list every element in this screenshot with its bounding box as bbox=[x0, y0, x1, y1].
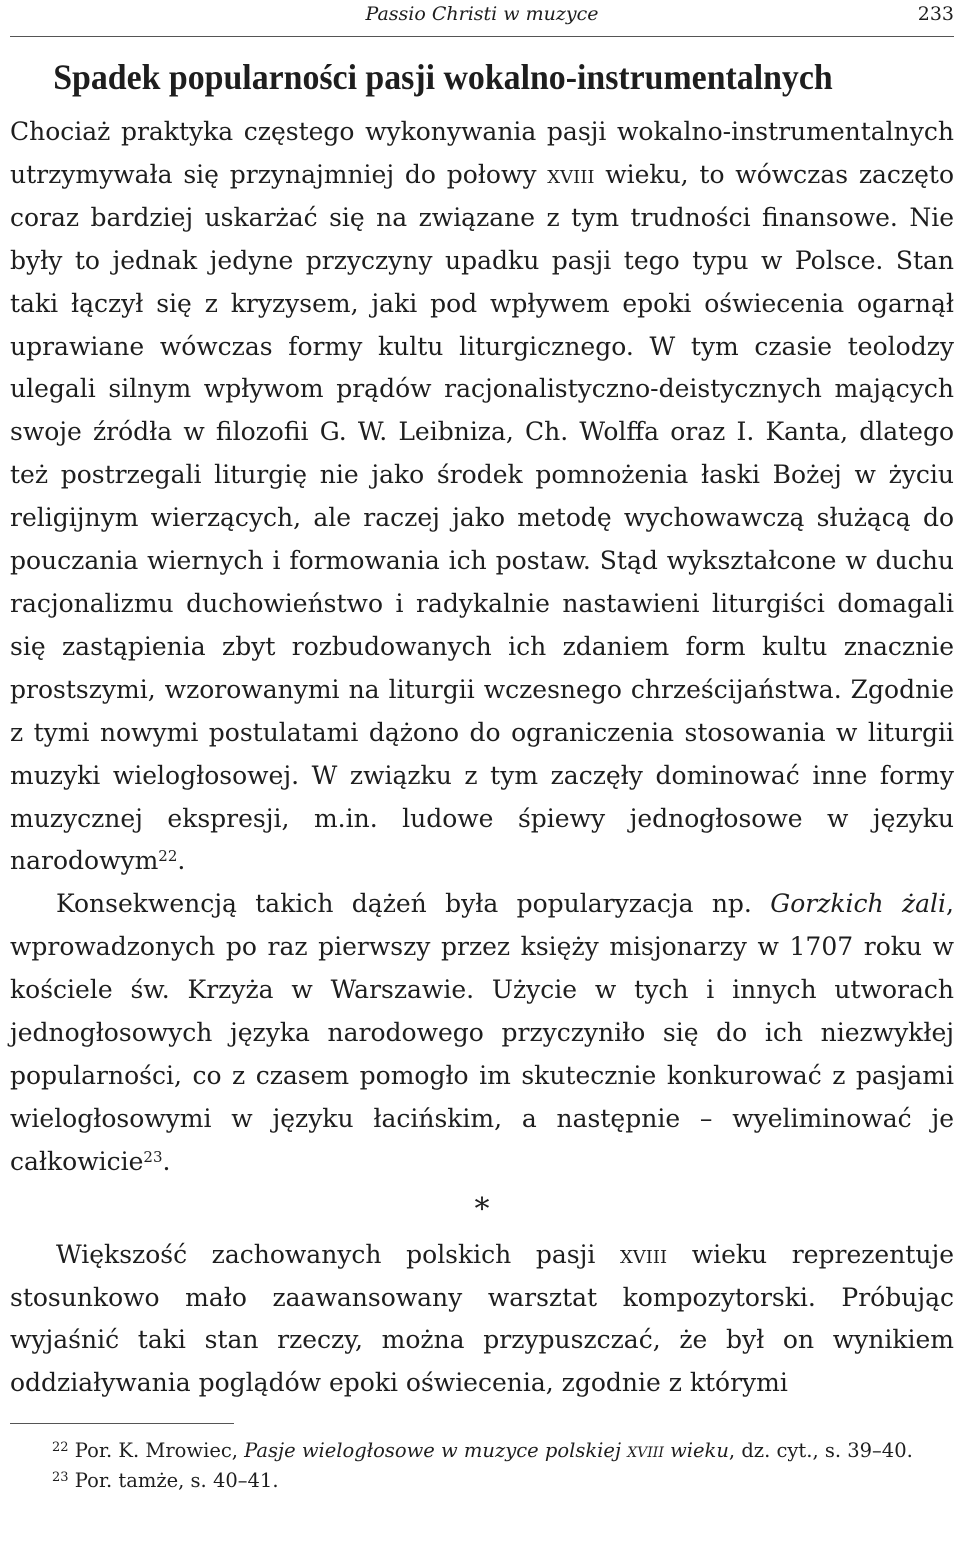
paragraph-2 bbox=[10, 883, 954, 1183]
page bbox=[10, 0, 954, 1496]
running-title: Passio Christi w muzyce bbox=[365, 3, 599, 25]
footnote-number: 23 bbox=[52, 1470, 69, 1486]
footnote-citation: , dz. cyt., s. 39–40. bbox=[728, 1439, 913, 1463]
paragraph-1-end: . bbox=[177, 846, 186, 876]
italic-title: Gorzkich żali bbox=[770, 889, 947, 919]
paragraph-1 bbox=[10, 111, 954, 883]
paragraph-1-text-b: wieku, to wówczas zaczęto coraz bardziej uskarżać się na związane z tym trudności finansowe. Nie były to jednak jedyne przyczyny upadku pasji tego typu w Polsce. Stan taki łączył się z kryzysem, jaki pod wpływem epoki oświecenia ogarnął uprawiane wówczas formy kultu liturgicznego. W tym czasie teolodzy ulegali silnym wpływom prądów racjonalistyczno-deistycznych mających swoje źródła w filozofii G. W. Leibniza, Ch. Wolffa oraz I. Kanta, dlatego też postrzegali liturgię nie jako środek pomnożenia łaski Bożej w życiu religijnym wierzących, ale raczej jako metodę wychowawczą służącą do pouczania wiernych i formowania ich postaw. Stąd wykształcone w duchu racjonalizmu duchowieństwo i radykalnie nastawieni liturgiści domagali się zastąpienia zbyt rozbudowanych ich zdaniem form kultu znacznie prostszymi, wzorowanymi na liturgii wczesnego chrześcijaństwa. Zgodnie z tymi nowymi postulatami dążono do ograniczenia stosowania w liturgii muzyki wielogłosowej. W związku z tym zaczęły dominować inne formy muzycznej ekspresji, m.in. ludowe śpiewy jednogłosowe w języku narodowym bbox=[10, 159, 954, 876]
paragraph-3 bbox=[10, 1234, 954, 1406]
footnote-text: Por. tamże, s. 40–41. bbox=[68, 1469, 279, 1493]
footnotes bbox=[10, 1436, 954, 1496]
paragraph-3-text-b: wieku reprezentuje stosunkowo mało zaawansowany warsztat kompozytorski. Próbując wyjaśnić taki stan rzeczy, można przypuszczać, że był on wynikiem oddziaływania poglądów epoki oświecenia, zgodnie z którymi bbox=[10, 1239, 955, 1398]
footnote-italic-title-end: wieku bbox=[663, 1439, 729, 1463]
footnote-text: Por. K. Mrowiec, bbox=[68, 1439, 245, 1463]
footnote-century: xviii bbox=[627, 1439, 664, 1463]
footnote-rule bbox=[10, 1423, 234, 1424]
footnote-23 bbox=[10, 1466, 954, 1496]
paragraph-2-end: . bbox=[162, 1146, 171, 1176]
footnote-ref-23[interactable]: 23 bbox=[143, 1147, 163, 1166]
paragraph-2-text-a: Konsekwencją takich dążeń była popularyzacja np. bbox=[56, 889, 771, 919]
paragraph-1-text-a: Chociaż praktyka częstego wykonywania pasji wokalno-instrumentalnych utrzymywała się przynajmniej do połowy bbox=[10, 117, 954, 189]
century-roman-numeral: xviii bbox=[547, 159, 595, 189]
section-divider-asterisk: * bbox=[474, 1191, 490, 1227]
paragraph-2-text-b: , wprowadzonych po raz pierwszy przez księży misjonarzy w 1707 roku w kościele św. Krzyża w Warszawie. Użycie w tych i innych utworach jednogłosowych języka narodowego przyczyniło się do ich niezwykłej popularności, co z czasem pomogło im skutecznie konkurować z pasjami wielogłosowymi w języku łacińskim, a następnie – wyeliminować je całkowicie bbox=[10, 889, 954, 1176]
footnote-ref-22[interactable]: 22 bbox=[158, 847, 178, 866]
section-heading: Spadek popularności pasji wokalno-instrumentalnych bbox=[53, 57, 833, 97]
page-number: 233 bbox=[917, 3, 954, 25]
running-header bbox=[10, 0, 954, 37]
footnote-italic-title: Pasje wielogłosowe w muzyce polskiej bbox=[244, 1439, 628, 1463]
footnote-number: 22 bbox=[52, 1440, 69, 1456]
paragraph-3-text-a: Większość zachowanych polskich pasji bbox=[56, 1239, 620, 1269]
century-roman-numeral-2: xviii bbox=[619, 1239, 668, 1269]
footnote-22 bbox=[10, 1436, 954, 1466]
